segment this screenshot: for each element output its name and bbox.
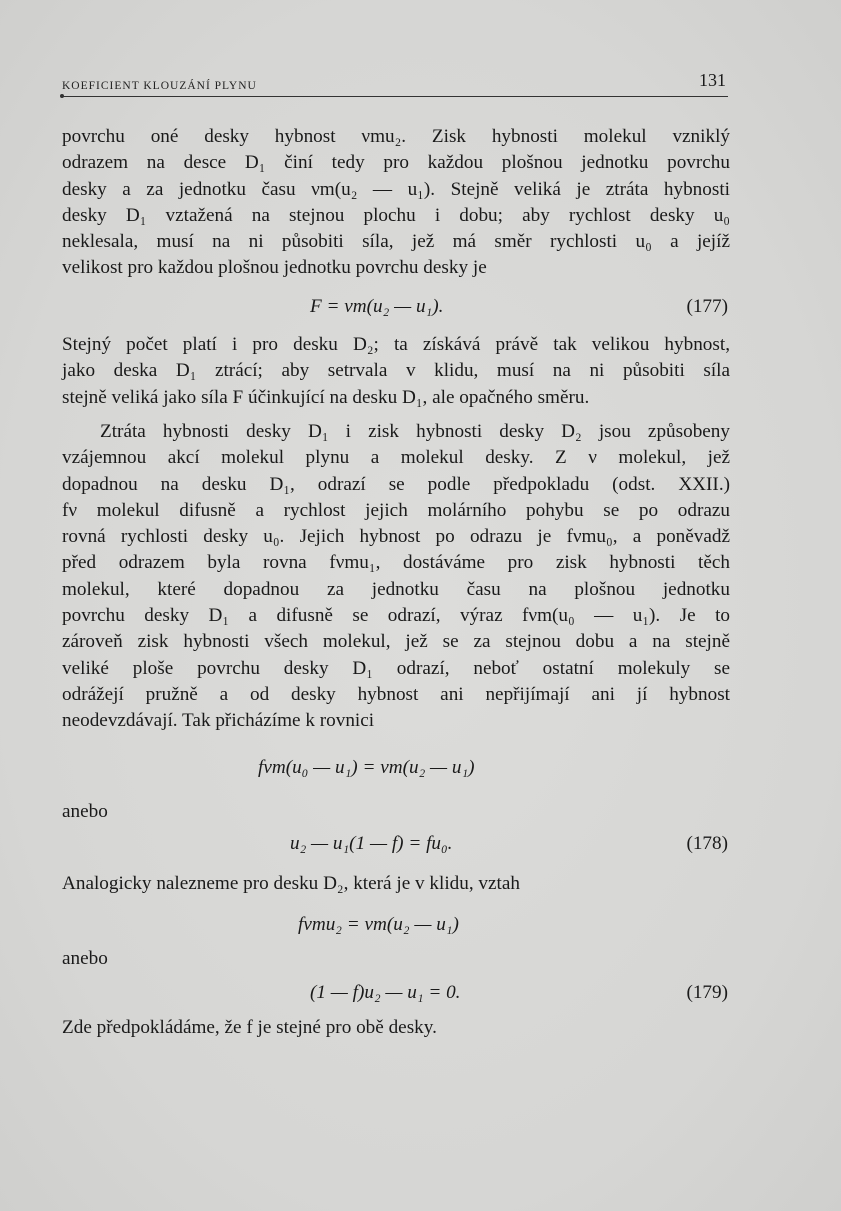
text-line: před odrazem byla rovna fνmu₁, dostáváme pro zisk hybnosti těch	[62, 552, 730, 574]
text-line: anebo	[62, 948, 108, 970]
paragraph-3	[62, 419, 730, 735]
text-line: desky D₁ vztažená na stejnou plochu i dobu; aby rychlost desky u₀	[62, 204, 730, 226]
paragraph-5	[62, 871, 730, 897]
text-line: odrážejí pružně a od desky hybnost ani nepřijímají ani jí hybnost	[62, 683, 730, 705]
text-line: molekul, které dopadnou za jednotku času na plošnou jednotku	[62, 578, 730, 600]
text-line: rovná rychlosti desky u₀. Jejich hybnost po odrazu je fνmu₀, a poněvadž	[62, 526, 730, 548]
running-title: KOEFICIENT KLOUZÁNÍ PLYNU	[62, 80, 257, 92]
equation-expression: u₂ — u₁(1 — f) = fu₀.	[290, 833, 453, 855]
text-line: neklesala, musí na ni působiti síla, jež má směr rychlosti u₀ a jejíž	[62, 231, 730, 253]
paragraph-anebo-1	[62, 799, 730, 825]
text-line: fν molekul difusně a rychlost jejich molárního pohybu se po odrazu	[62, 499, 730, 521]
equation-expression: fνm(u₀ — u₁) = νm(u₂ — u₁)	[258, 756, 475, 778]
equation-number: (178)	[686, 833, 728, 855]
text-line: vzájemnou akcí molekul plynu a molekul desky. Z ν molekul, jež	[62, 447, 730, 469]
equation-number: (177)	[686, 295, 728, 317]
text-line: povrchu oné desky hybnost νmu₂. Zisk hybnosti molekul vzniklý	[62, 126, 730, 147]
paragraph-2	[62, 332, 730, 411]
text-line: Analogicky nalezneme pro desku D₂, která je v klidu, vztah	[62, 873, 520, 895]
text-line: velikost pro každou plošnou jednotku povrchu desky je	[62, 257, 487, 279]
equation-expression: (1 — f)u₂ — u₁ = 0.	[310, 982, 461, 1004]
equation-unnumbered-1	[62, 755, 730, 781]
text-line: neodevzdávají. Tak přicházíme k rovnici	[62, 710, 375, 732]
equation-177	[62, 294, 730, 320]
equation-179	[62, 980, 730, 1006]
equation-expression: F = νm(u₂ — u₁).	[310, 295, 444, 317]
text-line: stejně veliká jako síla F účinkující na desku D₁, ale opačného směru.	[62, 386, 590, 408]
text-line: jako deska D₁ ztrácí; aby setrvala v klidu, musí na ni působiti síla	[62, 360, 730, 382]
text-line: anebo	[62, 800, 108, 822]
body-text	[62, 124, 730, 1041]
equation-unnumbered-2	[62, 912, 730, 938]
text-line: povrchu desky D₁ a difusně se odrazí, výraz fνm(u₀ — u₁). Je to	[62, 605, 730, 627]
equation-178	[62, 831, 730, 857]
text-line: Zde předpokládáme, že f je stejné pro obě desky.	[62, 1016, 437, 1038]
text-line: desky a za jednotku času νm(u₂ — u₁). Stejně veliká je ztráta hybnosti	[62, 178, 730, 200]
page-number: 131	[699, 70, 726, 90]
paragraph-anebo-2	[62, 946, 730, 972]
paragraph-1	[62, 124, 730, 282]
text-line: zároveň zisk hybnosti všech molekul, jež se za stejnou dobu a na stejně	[62, 631, 730, 653]
equation-number: (179)	[686, 982, 728, 1004]
text-line: odrazem na desce D₁ činí tedy pro každou plošnou jednotku povrchu	[62, 152, 730, 174]
text-line: Ztráta hybnosti desky D₁ i zisk hybnosti desky D₂ jsou způsobeny	[100, 420, 730, 442]
equation-expression: fνmu₂ = νm(u₂ — u₁)	[298, 913, 459, 935]
running-head	[62, 70, 730, 94]
header-rule	[62, 96, 728, 97]
text-line: dopadnou na desku D₁, odrazí se podle předpokladu (odst. XXII.)	[62, 473, 730, 495]
text-line: Stejný počet platí i pro desku D₂; ta získává právě tak velikou hybnost,	[62, 334, 730, 356]
text-line: veliké ploše povrchu desky D₁ odrazí, neboť ostatní molekuly se	[62, 657, 730, 679]
paragraph-7	[62, 1015, 730, 1041]
